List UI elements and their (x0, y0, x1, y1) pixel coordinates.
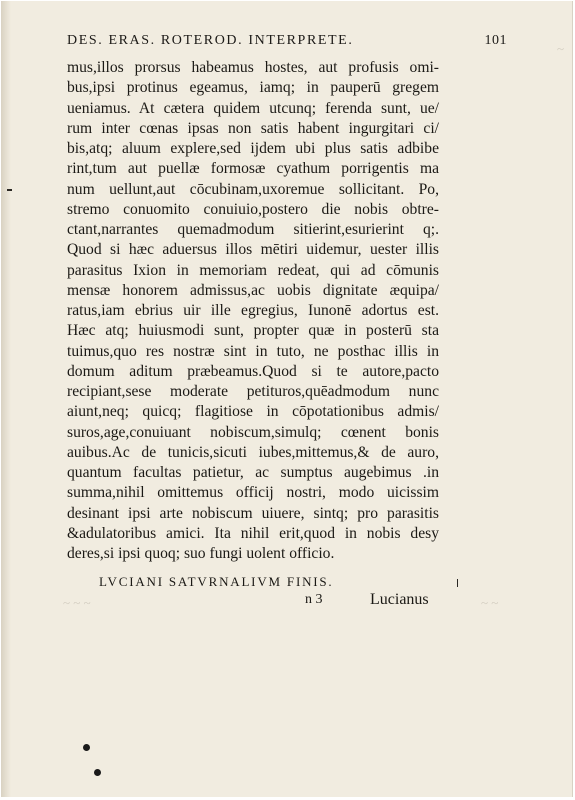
text-line: tuimus,quo res nostræ sint in tuto, ne posthac illis in (67, 342, 439, 360)
text-line: &adulatoribus amici. Ita nihil erit,quod in nobis desy (67, 524, 439, 542)
show-through-ink: ~ (557, 41, 565, 56)
margin-mark (7, 189, 12, 191)
text-line: bus,ipsi protinus egeamus, iamq; in pauperū gregem (67, 79, 439, 97)
text-line: rint,tum aut puellæ formosæ cyathum porrigentis ma (67, 160, 439, 178)
text-line: stremo conuomito conuiuio,postero die nobis obtre- (67, 200, 439, 218)
running-header (67, 33, 507, 49)
catchword: Lucianus (370, 591, 429, 608)
text-line: aiunt,neq; quicq; flagitiose in cōpotationibus admis/ (67, 403, 439, 421)
text-line: Quod si hæc aduersus illos mētiri uidemur, uester illis (67, 241, 439, 259)
text-line: ratus,iam ebrius uir ille egregius, Iunonē adortus est. (67, 302, 439, 319)
text-line: quantum facultas patietur, ac sumptus augebimus .in (67, 464, 439, 481)
text-line: rum inter cœnas ipsas non satis habent ingurgitari ci/ (67, 119, 439, 137)
colophon: LVCIANI SATVRNALIVM FINIS. (99, 574, 334, 589)
text-line: mensæ honorem admissus,ac uobis dignitate æquipa/ (67, 281, 439, 299)
body-text (67, 58, 439, 564)
text-line: desinant ipsi arte nobiscum uiuere, sintq; pro parasitis (67, 504, 439, 522)
margin-mark (457, 579, 458, 587)
text-line: parasitus Ixion in memoriam redeat, qui ad cōmunis (67, 261, 439, 279)
ink-dot (94, 769, 101, 776)
text-line: deres,si ipsi quoq; suo fungi uolent officio. (67, 545, 335, 562)
book-page (1, 1, 573, 797)
text-line: num uellunt,aut cōcubinam,uxoremue sollicitant. Po, (67, 180, 439, 198)
text-line: mus,illos prorsus habeamus hostes, aut profusis omi- (67, 59, 439, 76)
gutter-shadow (1, 1, 11, 797)
signature-mark: n 3 (305, 592, 323, 607)
text-line: bis,atq; aluum explere,sed ijdem ubi plus satis adbibe (67, 140, 439, 157)
text-line: domum aditum præbeamus.Quod si te autore,pacto (67, 362, 439, 380)
text-line: summa,nihil omittemus officij nostri, modo uicissim (67, 484, 439, 502)
text-line: ctant,narrantes quemadmodum sitierint,esurierint q;. (67, 221, 439, 238)
page-number: 101 (484, 33, 507, 48)
show-through-ink: ~ ~ ~ (63, 595, 91, 610)
running-title: DES. ERAS. ROTEROD. INTERPRETE. (67, 33, 354, 48)
show-through-ink: ~ ~ (481, 595, 499, 610)
text-line: ueniamus. At cætera quidem utcunq; ferenda sunt, ue/ (67, 99, 439, 117)
ink-dot (83, 744, 90, 751)
text-line: auibus.Ac de tunicis,sicuti iubes,mittemus,& de auro, (67, 443, 439, 461)
text-line: recipiant,sese moderate petituros,quēadmodum nunc (67, 383, 439, 400)
text-line: suros,age,conuiuant nobiscum,simulq; cœnent bonis (67, 423, 439, 441)
text-line: Hæc atq; huiusmodi sunt, propter quæ in posterū sta (67, 322, 439, 340)
